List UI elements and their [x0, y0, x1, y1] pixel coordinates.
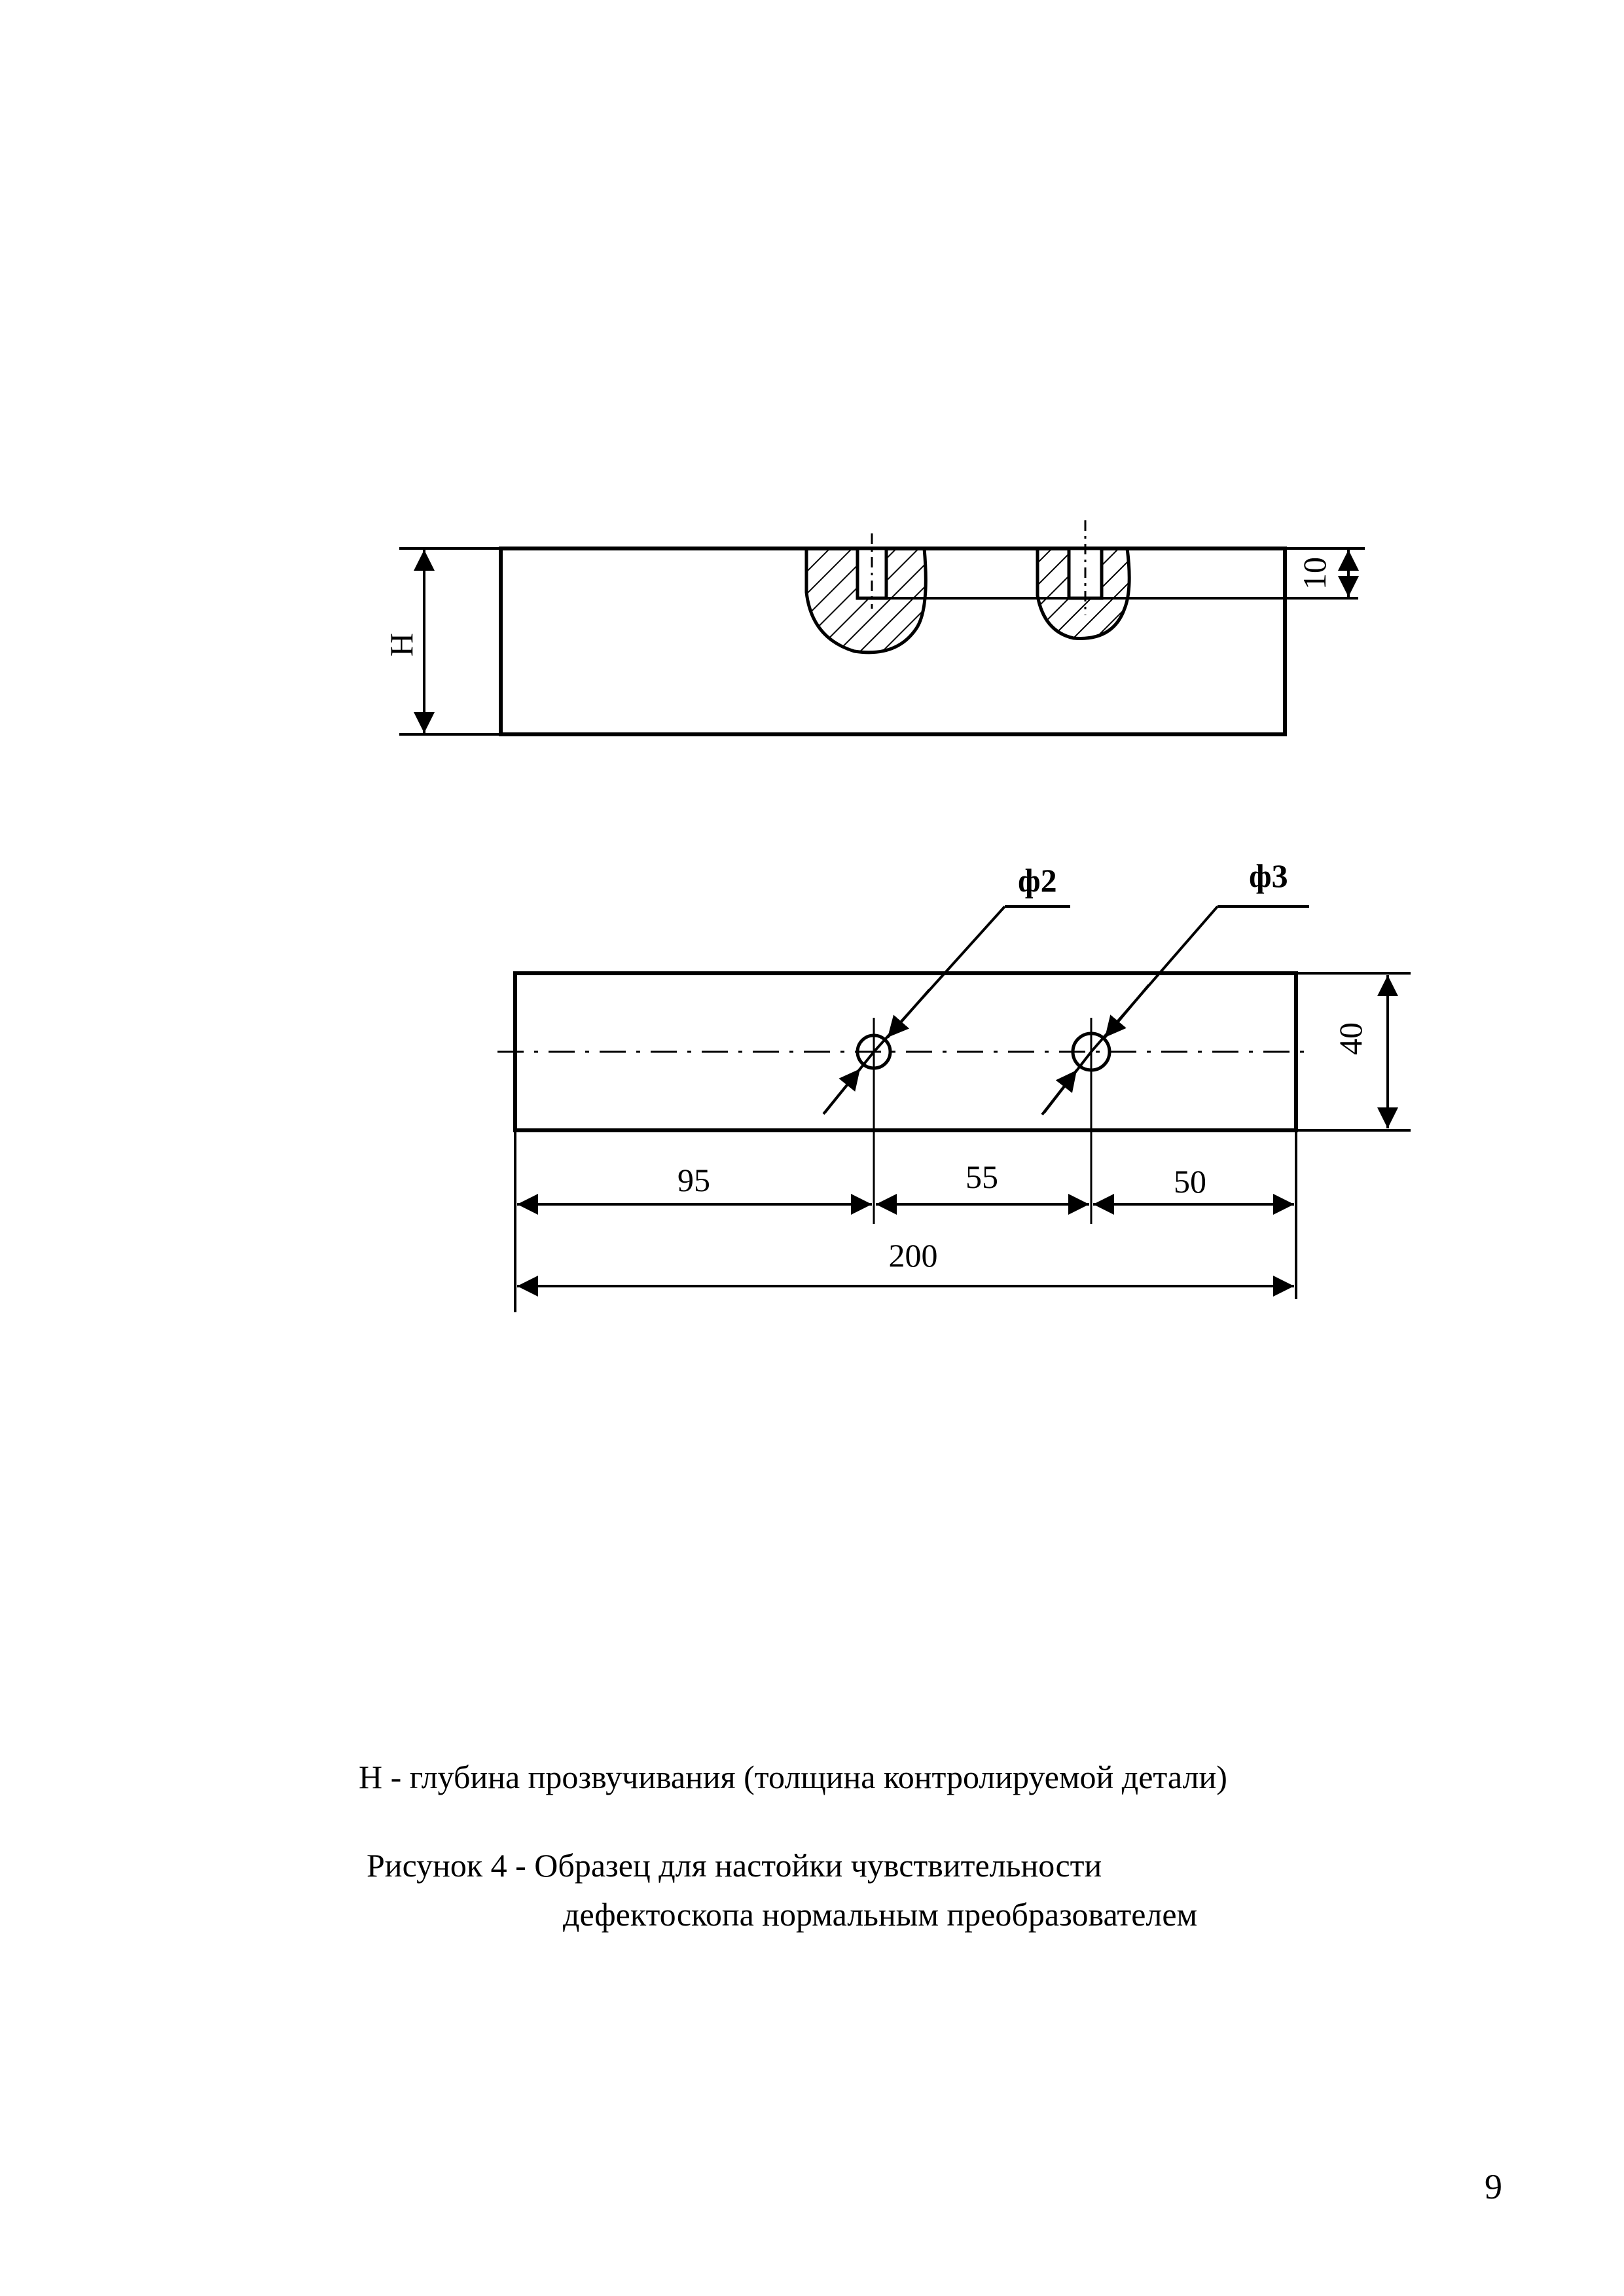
- figure-caption-line-1: Рисунок 4 - Образец для настойки чувствительности: [367, 1847, 1102, 1884]
- dim-95-label: 95: [677, 1162, 710, 1198]
- width-dim-label: 40: [1332, 1022, 1369, 1055]
- dim-55-label: 55: [965, 1158, 998, 1195]
- plan-view: [497, 906, 1411, 1312]
- page-number: 9: [1485, 2167, 1502, 2206]
- depth-dim-label: 10: [1296, 557, 1333, 590]
- section-view: [399, 520, 1365, 734]
- h-dim-label: H: [383, 632, 420, 657]
- dim-50-label: 50: [1174, 1163, 1206, 1200]
- hole-1-label: ф2: [1018, 862, 1057, 899]
- hole-2-label: ф3: [1249, 857, 1288, 894]
- figure-caption-line-2: дефектоскопа нормальным преобразователем: [563, 1896, 1198, 1933]
- legend-text: Н - глубина прозвучивания (толщина контролируемой детали): [359, 1759, 1227, 1795]
- dim-200-label: 200: [888, 1237, 938, 1274]
